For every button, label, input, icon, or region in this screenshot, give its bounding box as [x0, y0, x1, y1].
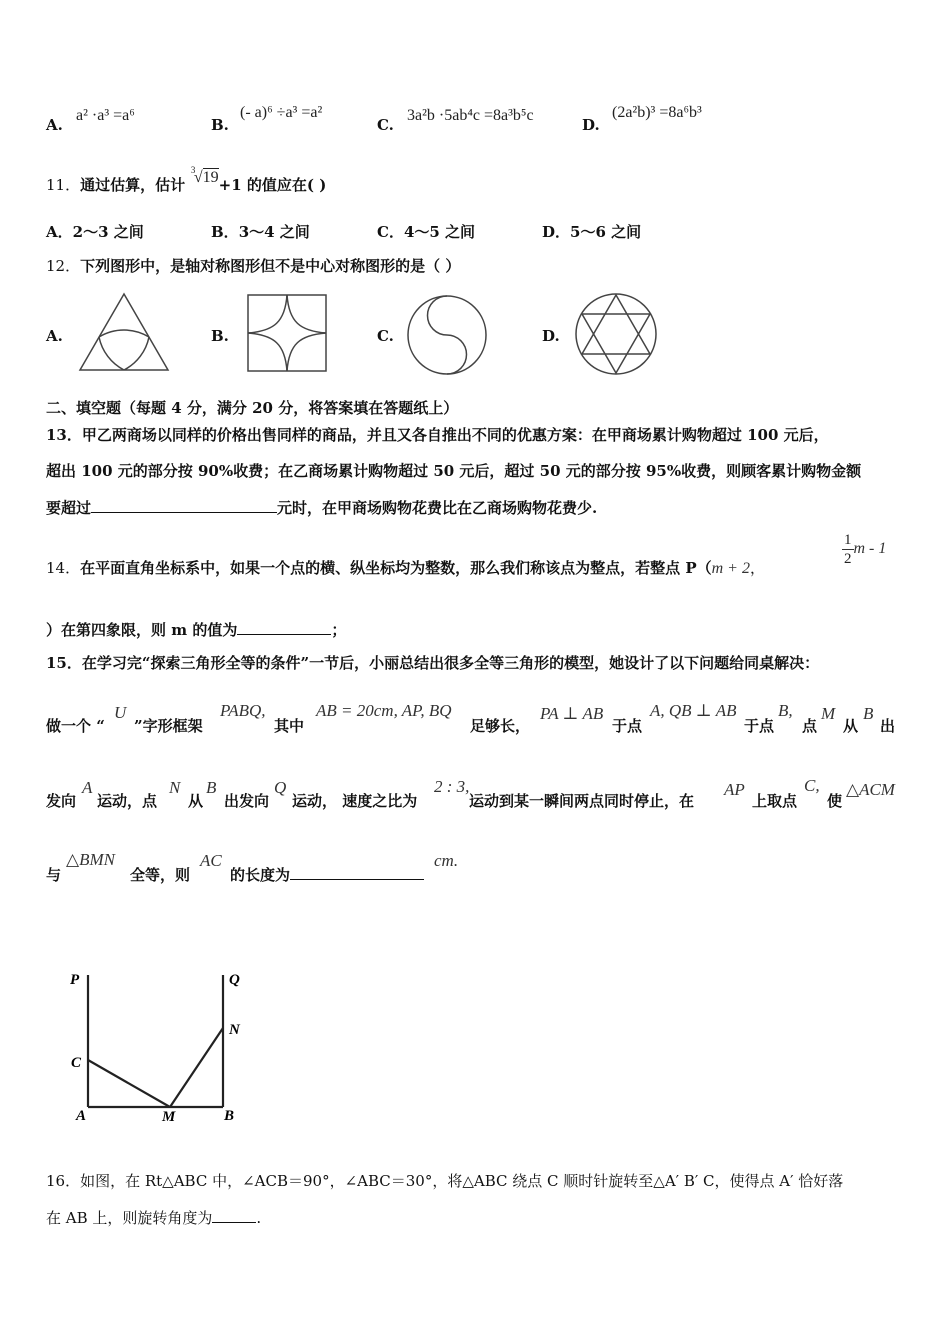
q15-l3-text-8: 运动， 速度之比为	[292, 792, 418, 810]
section2-heading: 二、填空题（每题 4 分，满分 20 分，将答案填在答题纸上）	[46, 399, 459, 417]
q16-answer-blank[interactable]	[212, 1208, 256, 1223]
segment-cm	[88, 1060, 170, 1107]
q15-l2-math-pabq: PABQ,	[220, 701, 266, 720]
label-m: M	[162, 1109, 176, 1125]
q11-radical-index: 3	[190, 165, 196, 175]
q10-option-b-letter: B.	[211, 116, 229, 134]
q16-line1: 16．如图，在 Rt△ABC 中，∠ACB＝90°，∠ABC＝30°，将△ABC 绕点 C 顺时针旋转至△A′ B′ C，使得点 A′ 恰好落	[46, 1172, 844, 1190]
u-frame-figure	[66, 965, 256, 1127]
q12-question	[46, 255, 460, 276]
q11-cube-root: 3 √19	[190, 165, 219, 186]
q15-l2-math-pa: PA ⊥ AB	[540, 704, 604, 723]
q10-option-c-expr: 3a²b ·5ab⁴c =8a³b⁵c	[407, 107, 534, 124]
q15-l2-text-6: 足够长，	[470, 717, 531, 735]
q15-l2-text-0: 做一个 “	[46, 717, 105, 735]
q15-l3-text-2: 运动，点	[97, 792, 158, 810]
q15-l2-text-4: 其中	[274, 717, 305, 735]
label-a: A	[76, 1108, 87, 1124]
q15-l2-text-14: 从	[843, 717, 859, 735]
q11-text-before: 通过估算，估计	[80, 176, 186, 194]
q15-l2-math-u: U	[114, 703, 127, 722]
q16-line2: 在 AB 上，则旋转角度为 .	[46, 1209, 262, 1227]
q15-l3-math-acm: △ACM	[846, 780, 895, 799]
q15-l3-text-12: 上取点	[752, 792, 798, 810]
q13-answer-blank[interactable]	[91, 498, 277, 513]
q15-l4-text-0: 与	[46, 866, 62, 884]
q15-l2-math-qb: A, QB ⊥ AB	[650, 701, 737, 720]
q15-l2-text-8: 于点	[612, 717, 643, 735]
q12-option-c-letter: C.	[377, 327, 394, 345]
q13-line1: 13．甲乙两商场以同样的价格出售同样的商品，并且又各自推出不同的优惠方案：在甲商场累计购物超过 100 元后，	[46, 426, 829, 444]
q15-l2-math-m: M	[821, 704, 836, 723]
q15-l2-math-ab: AB = 20cm, AP, BQ	[316, 701, 452, 720]
yin-yang-figure	[405, 293, 489, 377]
label-p: P	[70, 972, 80, 988]
q11-number: 11．	[46, 176, 81, 194]
q14-coord-x: m + 2	[711, 560, 750, 577]
q15-l3-math-c: C,	[804, 776, 820, 795]
q12-option-b-letter: B.	[211, 327, 229, 345]
q12-option-d-letter: D.	[542, 327, 560, 345]
q11-option-a: A．2～3 之间	[46, 223, 144, 241]
q15-l2-math-b2: B	[863, 704, 874, 723]
q15-l4-text-2: 全等，则	[130, 866, 191, 884]
q15-l2-text-12: 点	[802, 717, 818, 735]
q10-option-c-letter: C.	[377, 116, 394, 134]
star-in-square-figure	[245, 292, 329, 374]
q10-option-d-expr: (2a²b)³ =8a⁶b³	[612, 104, 702, 121]
q15-l4-unit: cm.	[434, 851, 459, 870]
q11-option-c: C．4～5 之间	[377, 223, 476, 241]
q15-l3-math-ratio: 2 : 3,	[434, 777, 470, 796]
q15-l3-math-q: Q	[274, 778, 287, 797]
segment-mn	[170, 1028, 223, 1107]
q10-option-b-expr: (- a)⁶ ÷a³ =a²	[240, 104, 323, 121]
q11-option-d: D．5～6 之间	[542, 223, 642, 241]
q12-option-a-letter: A.	[46, 327, 63, 345]
q15-l2-text-16: 出	[880, 717, 896, 735]
q15-l3-math-b: B	[206, 778, 217, 797]
label-b: B	[224, 1108, 235, 1124]
q11-question	[46, 165, 327, 195]
q15-l2-text-2: ”字形框架	[134, 717, 203, 735]
q14-coord-y: $\frac{1}{2}$ m - 1	[844, 532, 887, 567]
q11-option-b: B．3～4 之间	[211, 223, 310, 241]
q15-l4-math-ac: AC	[200, 851, 222, 870]
q15-l2-math-b: B,	[778, 701, 793, 720]
q12-number: 12．	[46, 257, 81, 275]
hexagram-in-circle-figure	[573, 292, 659, 376]
q12-text: 下列图形中，是轴对称图形但不是中心对称图形的是（ ）	[80, 257, 461, 275]
q11-radicand: 19	[202, 169, 219, 186]
q15-l4-text-4: 的长度为	[230, 864, 424, 885]
q15-l3-text-6: 出发向	[224, 792, 270, 810]
q15-answer-blank[interactable]	[290, 865, 424, 880]
q15-l3-text-0: 发向	[46, 792, 77, 810]
q15-l3-text-4: 从	[188, 792, 204, 810]
q14-line2: ）在第四象限，则 m 的值为 ；	[46, 621, 347, 639]
q14-answer-blank[interactable]	[237, 620, 331, 635]
q14-line1: 14．在平面直角坐标系中，如果一个点的横、纵坐标均为整数，那么我们称该点为整点，若整点 P（m + 2，	[46, 559, 765, 577]
label-q: Q	[229, 972, 240, 988]
q15-l2-text-10: 于点	[744, 717, 775, 735]
q10-option-d-letter: D.	[582, 116, 600, 134]
q15-l3-math-ap: AP	[724, 780, 745, 799]
q15-l3-text-14: 使	[827, 792, 843, 810]
q15-l4-math-bmn: △BMN	[66, 850, 115, 869]
label-n: N	[229, 1022, 240, 1038]
q15-l3-math-n: N	[169, 778, 181, 797]
reuleaux-triangle-figure	[76, 291, 172, 375]
q11-text-after: +1 的值应在( )	[218, 176, 327, 194]
q13-line3: 要超过 元时，在甲商场购物花费比在乙商场购物花费少.	[46, 499, 598, 517]
q10-option-a-expr: a² ·a³ =a⁶	[76, 107, 135, 124]
q15-line1: 15．在学习完“探索三角形全等的条件”一节后，小丽总结出很多全等三角形的模型，她设计了以下问题给同桌解决：	[46, 654, 820, 672]
q15-l3-text-10: 运动到某一瞬间两点同时停止，在	[469, 792, 695, 810]
q10-option-a-letter: A.	[46, 116, 63, 134]
q15-l3-math-a: A	[82, 778, 93, 797]
q13-line2: 超出 100 元的部分按 90%收费；在乙商场累计购物超过 50 元后，超过 50 元的部分按 95%收费，则顾客累计购物金额	[46, 462, 862, 480]
label-c: C	[71, 1055, 82, 1071]
